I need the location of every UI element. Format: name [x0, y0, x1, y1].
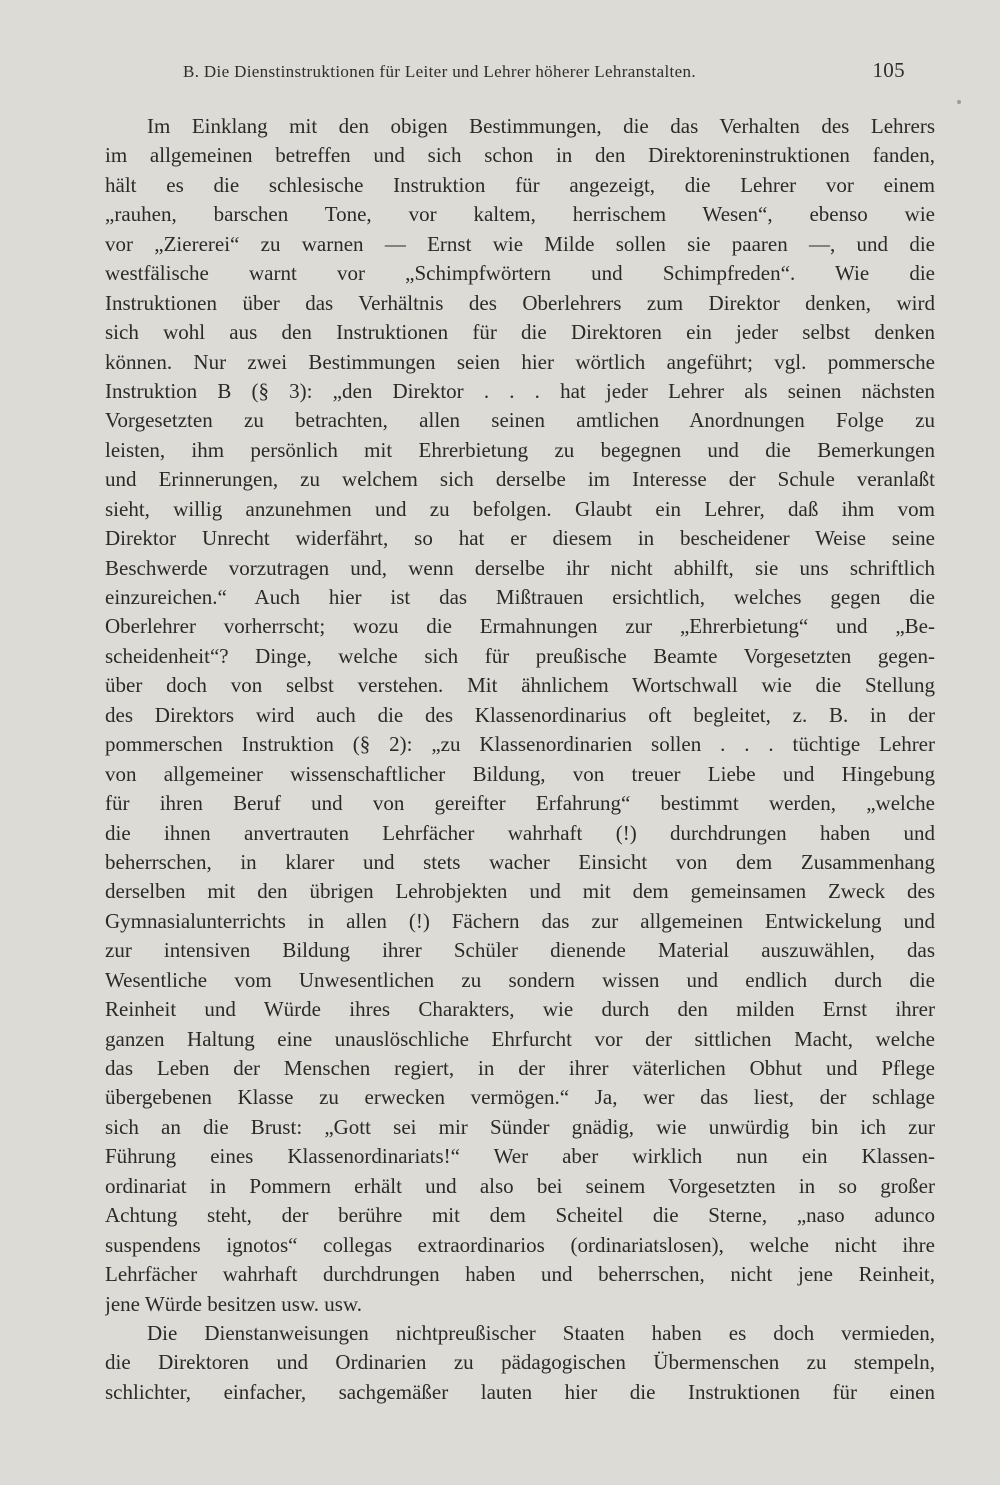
- text-line: „rauhen, barschen Tone, vor kaltem, herrischem Wesen“, ebenso wie: [105, 202, 935, 227]
- page-number: 105: [872, 58, 905, 82]
- text-line: Instruktionen über das Verhältnis des Oberlehrers zum Direktor denken, wird: [105, 290, 935, 315]
- text-line: Führung eines Klassenordinariats!“ Wer aber wirklich nun ein Klassen-: [105, 1144, 935, 1169]
- text-line: über doch von selbst verstehen. Mit ähnlichem Wortschwall wie die Stellung: [105, 673, 935, 698]
- text-line: leisten, ihm persönlich mit Ehrerbietung zu begegnen und die Bemerkungen: [105, 437, 935, 462]
- text-line: von allgemeiner wissenschaftlicher Bildung, von treuer Liebe und Hingebung: [105, 761, 935, 786]
- text-line: sich an die Brust: „Gott sei mir Sünder gnädig, wie unwürdig bin ich zur: [105, 1114, 935, 1139]
- text-line: pommerschen Instruktion (§ 2): „zu Klassenordinarien sollen . . . tüchtige Lehrer: [105, 732, 935, 757]
- text-line: Achtung steht, der berühre mit dem Scheitel die Sterne, „naso adunco: [105, 1203, 935, 1228]
- text-line: im allgemeinen betreffen und sich schon in den Direktoreninstruktionen fanden,: [105, 143, 935, 168]
- text-line: für ihren Beruf und von gereifter Erfahrung“ bestimmt werden, „welche: [105, 791, 935, 816]
- text-line: Gymnasialunterrichts in allen (!) Fächern das zur allgemeinen Entwickelung und: [105, 908, 935, 933]
- text-line: westfälische warnt vor „Schimpfwörtern und Schimpfreden“. Wie die: [105, 261, 935, 286]
- text-line: beherrschen, in klarer und stets wacher Einsicht von dem Zusammenhang: [105, 849, 935, 874]
- text-line: ordinariat in Pommern erhält und also bei seinem Vorgesetzten in so großer: [105, 1173, 935, 1198]
- text-line: Die Dienstanweisungen nichtpreußischer Staaten haben es doch vermieden,: [147, 1320, 935, 1345]
- text-line: übergebenen Klasse zu erwecken vermögen.“ Ja, wer das liest, der schlage: [105, 1085, 935, 1110]
- text-line: Lehrfächer wahrhaft durchdrungen haben und beherrschen, nicht jene Reinheit,: [105, 1262, 935, 1287]
- text-line: Wesentliche vom Unwesentlichen zu sondern wissen und endlich durch die: [105, 967, 935, 992]
- text-line: derselben mit den übrigen Lehrobjekten und mit dem gemeinsamen Zweck des: [105, 879, 935, 904]
- text-line: Reinheit und Würde ihres Charakters, wie durch den milden Ernst ihrer: [105, 997, 935, 1022]
- text-line: schlichter, einfacher, sachgemäßer lauten hier die Instruktionen für einen: [105, 1379, 935, 1404]
- text-line: Im Einklang mit den obigen Bestimmungen, die das Verhalten des Lehrers: [147, 114, 935, 138]
- text-line: sieht, willig anzunehmen und zu befolgen. Glaubt ein Lehrer, daß ihm vom: [105, 496, 935, 521]
- text-line: Beschwerde vorzutragen und, wenn derselbe ihr nicht abhilft, sie uns schriftlich: [105, 555, 935, 580]
- paper-speck: [957, 100, 961, 104]
- text-line: einzureichen.“ Auch hier ist das Mißtrauen ersichtlich, welches gegen die: [105, 585, 935, 609]
- text-line: suspendens ignotos“ collegas extraordinarios (ordinariatslosen), welche nicht ihre: [105, 1232, 935, 1257]
- text-line: zur intensiven Bildung ihrer Schüler dienende Material auszuwählen, das: [105, 938, 935, 963]
- text-line: können. Nur zwei Bestimmungen seien hier wörtlich angeführt; vgl. pommersche: [105, 349, 935, 374]
- text-line: die ihnen anvertrauten Lehrfächer wahrhaft (!) durchdrungen haben und: [105, 820, 935, 845]
- text-line: das Leben der Menschen regiert, in der ihrer väterlichen Obhut und Pflege: [105, 1056, 935, 1080]
- text-line: Instruktion B (§ 3): „den Direktor . . . hat jeder Lehrer als seinen nächsten: [105, 378, 935, 403]
- text-line: Vorgesetzten zu betrachten, allen seinen amtlichen Anordnungen Folge zu: [105, 408, 935, 433]
- page-header: [183, 58, 913, 88]
- body-text: [105, 112, 935, 1407]
- text-line: und Erinnerungen, zu welchem sich derselbe im Interesse der Schule veranlaßt: [105, 467, 935, 492]
- text-line: vor „Ziererei“ zu warnen — Ernst wie Milde sollen sie paaren —, und die: [105, 231, 935, 256]
- text-line: Oberlehrer vorherrscht; wozu die Ermahnungen zur „Ehrerbietung“ und „Be-: [105, 614, 935, 639]
- text-line: sich wohl aus den Instruktionen für die Direktoren ein jeder selbst denken: [105, 320, 935, 345]
- text-line: die Direktoren und Ordinarien zu pädagogischen Übermenschen zu stempeln,: [105, 1350, 935, 1375]
- running-title: B. Die Dienstinstruktionen für Leiter und Lehrer höherer Lehranstalten.: [183, 62, 696, 81]
- text-line: Direktor Unrecht widerfährt, so hat er diesem in bescheidener Weise seine: [105, 526, 935, 551]
- text-line: des Direktors wird auch die des Klassenordinarius oft begleitet, z. B. in der: [105, 702, 935, 727]
- text-line: ganzen Haltung eine unauslöschliche Ehrfurcht vor der sittlichen Macht, welche: [105, 1026, 935, 1051]
- text-line: scheidenheit“? Dinge, welche sich für preußische Beamte Vorgesetzten gegen-: [105, 643, 935, 668]
- text-line: jene Würde besitzen usw. usw.: [105, 1291, 362, 1316]
- text-line: hält es die schlesische Instruktion für angezeigt, die Lehrer vor einem: [105, 172, 935, 197]
